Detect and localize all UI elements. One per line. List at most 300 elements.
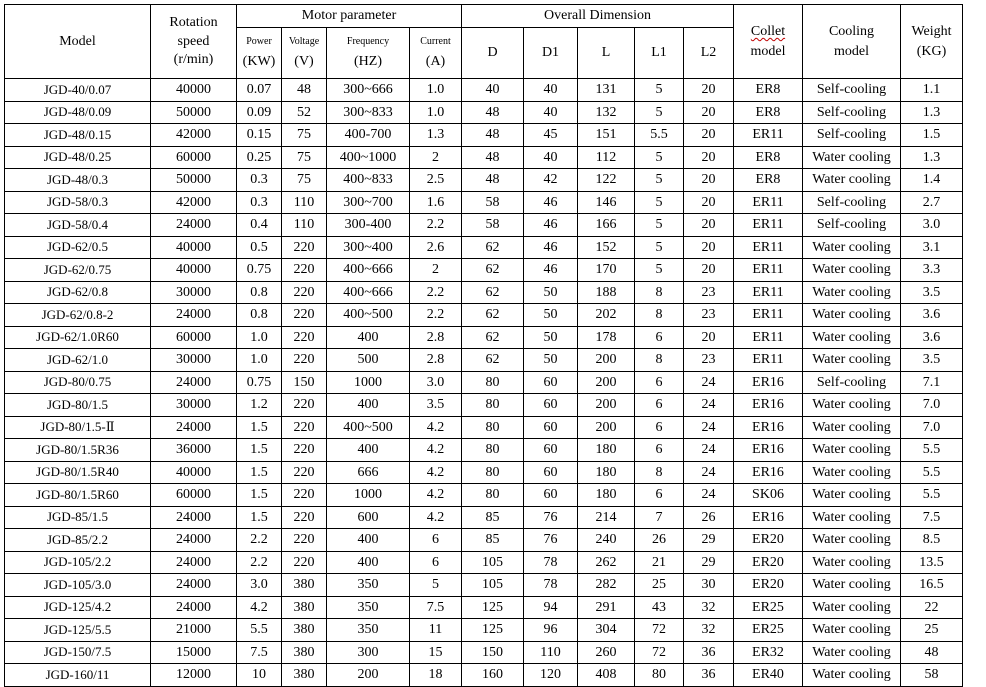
cell-collet-model: ER40 [734, 664, 803, 687]
cell-frequency: 400-700 [327, 124, 410, 147]
cell-rotation-speed: 36000 [151, 439, 237, 462]
cell-power: 0.25 [237, 146, 282, 169]
cell-d1: 60 [524, 439, 578, 462]
cell-current: 11 [410, 619, 462, 642]
table-row [5, 146, 963, 169]
cell-l1: 5 [635, 101, 684, 124]
header-current: Current (A) [410, 28, 462, 79]
cell-l2: 24 [684, 461, 734, 484]
cell-rotation-speed: 24000 [151, 506, 237, 529]
cell-l1: 5 [635, 259, 684, 282]
table-row [5, 236, 963, 259]
cell-l: 200 [578, 394, 635, 417]
cell-cooling-model: Water cooling [803, 619, 901, 642]
table-row [5, 641, 963, 664]
cell-current: 3.5 [410, 394, 462, 417]
cell-frequency: 400 [327, 529, 410, 552]
cell-l: 152 [578, 236, 635, 259]
cell-d: 58 [462, 214, 524, 237]
cell-frequency: 600 [327, 506, 410, 529]
cell-weight: 13.5 [901, 551, 963, 574]
cell-rotation-speed: 50000 [151, 169, 237, 192]
cell-current: 2.5 [410, 169, 462, 192]
cell-power: 0.8 [237, 304, 282, 327]
cell-l: 151 [578, 124, 635, 147]
cell-cooling-model: Water cooling [803, 596, 901, 619]
cell-d: 48 [462, 101, 524, 124]
cell-collet-model: ER8 [734, 146, 803, 169]
cell-model: JGD-125/5.5 [5, 619, 151, 642]
cell-l2: 20 [684, 214, 734, 237]
cell-power: 0.75 [237, 259, 282, 282]
cell-rotation-speed: 24000 [151, 596, 237, 619]
cell-collet-model: ER8 [734, 101, 803, 124]
cell-collet-model: ER11 [734, 259, 803, 282]
cell-cooling-model: Water cooling [803, 506, 901, 529]
cell-current: 4.2 [410, 484, 462, 507]
cell-l: 214 [578, 506, 635, 529]
cell-power: 0.09 [237, 101, 282, 124]
cell-voltage: 75 [282, 169, 327, 192]
cell-l2: 26 [684, 506, 734, 529]
cell-collet-model: SK06 [734, 484, 803, 507]
cell-weight: 1.5 [901, 124, 963, 147]
cell-voltage: 380 [282, 596, 327, 619]
cell-cooling-model: Water cooling [803, 326, 901, 349]
cell-d: 62 [462, 259, 524, 282]
header-l2: L2 [684, 28, 734, 79]
cell-weight: 1.3 [901, 101, 963, 124]
cell-cooling-model: Water cooling [803, 416, 901, 439]
cell-l2: 24 [684, 484, 734, 507]
cell-voltage: 380 [282, 574, 327, 597]
table-row [5, 191, 963, 214]
cell-l2: 20 [684, 79, 734, 102]
cell-cooling-model: Self-cooling [803, 191, 901, 214]
cell-l2: 29 [684, 529, 734, 552]
cell-d1: 78 [524, 551, 578, 574]
cell-l: 202 [578, 304, 635, 327]
cell-voltage: 220 [282, 326, 327, 349]
table-row [5, 281, 963, 304]
cell-model: JGD-85/1.5 [5, 506, 151, 529]
cell-collet-model: ER11 [734, 349, 803, 372]
cell-rotation-speed: 30000 [151, 394, 237, 417]
cell-l: 304 [578, 619, 635, 642]
spec-table-wrapper [4, 4, 963, 687]
cell-voltage: 75 [282, 124, 327, 147]
cell-d1: 60 [524, 371, 578, 394]
cell-l1: 5 [635, 79, 684, 102]
header-voltage: Voltage (V) [282, 28, 327, 79]
cell-weight: 5.5 [901, 461, 963, 484]
cell-l: 132 [578, 101, 635, 124]
cell-weight: 2.7 [901, 191, 963, 214]
cell-l2: 24 [684, 439, 734, 462]
cell-l1: 6 [635, 416, 684, 439]
cell-weight: 22 [901, 596, 963, 619]
cell-l: 282 [578, 574, 635, 597]
cell-collet-model: ER11 [734, 236, 803, 259]
cell-power: 10 [237, 664, 282, 687]
cell-model: JGD-62/0.75 [5, 259, 151, 282]
cell-voltage: 220 [282, 529, 327, 552]
cell-collet-model: ER11 [734, 304, 803, 327]
cell-l1: 72 [635, 641, 684, 664]
cell-l1: 72 [635, 619, 684, 642]
cell-collet-model: ER16 [734, 439, 803, 462]
cell-l2: 20 [684, 191, 734, 214]
cell-collet-model: ER11 [734, 281, 803, 304]
cell-cooling-model: Water cooling [803, 551, 901, 574]
cell-weight: 1.4 [901, 169, 963, 192]
cell-d1: 60 [524, 461, 578, 484]
cell-frequency: 1000 [327, 484, 410, 507]
cell-cooling-model: Water cooling [803, 574, 901, 597]
header-rotation-speed: Rotation speed (r/min) [151, 5, 237, 79]
cell-model: JGD-80/0.75 [5, 371, 151, 394]
cell-power: 0.3 [237, 191, 282, 214]
cell-l1: 8 [635, 349, 684, 372]
cell-collet-model: ER25 [734, 619, 803, 642]
cell-rotation-speed: 12000 [151, 664, 237, 687]
cell-model: JGD-62/1.0R60 [5, 326, 151, 349]
cell-d1: 60 [524, 484, 578, 507]
cell-weight: 3.5 [901, 349, 963, 372]
cell-l1: 6 [635, 439, 684, 462]
table-row [5, 371, 963, 394]
cell-d1: 76 [524, 529, 578, 552]
cell-current: 1.0 [410, 101, 462, 124]
cell-power: 5.5 [237, 619, 282, 642]
cell-d: 62 [462, 349, 524, 372]
table-row [5, 461, 963, 484]
cell-model: JGD-62/0.8-2 [5, 304, 151, 327]
cell-d: 80 [462, 484, 524, 507]
cell-weight: 25 [901, 619, 963, 642]
cell-d1: 50 [524, 349, 578, 372]
cell-rotation-speed: 24000 [151, 304, 237, 327]
cell-power: 0.5 [237, 236, 282, 259]
cell-cooling-model: Water cooling [803, 484, 901, 507]
cell-l: 260 [578, 641, 635, 664]
cell-d: 105 [462, 551, 524, 574]
cell-power: 0.15 [237, 124, 282, 147]
cell-current: 15 [410, 641, 462, 664]
table-row [5, 664, 963, 687]
cell-power: 3.0 [237, 574, 282, 597]
cell-rotation-speed: 15000 [151, 641, 237, 664]
cell-cooling-model: Self-cooling [803, 214, 901, 237]
cell-model: JGD-125/4.2 [5, 596, 151, 619]
cell-d1: 50 [524, 304, 578, 327]
cell-model: JGD-160/11 [5, 664, 151, 687]
cell-l: 178 [578, 326, 635, 349]
cell-power: 0.75 [237, 371, 282, 394]
cell-current: 6 [410, 529, 462, 552]
cell-d1: 78 [524, 574, 578, 597]
cell-l1: 8 [635, 461, 684, 484]
cell-model: JGD-48/0.25 [5, 146, 151, 169]
cell-d1: 46 [524, 191, 578, 214]
cell-weight: 16.5 [901, 574, 963, 597]
cell-l2: 23 [684, 304, 734, 327]
cell-power: 2.2 [237, 529, 282, 552]
cell-cooling-model: Water cooling [803, 236, 901, 259]
cell-cooling-model: Self-cooling [803, 79, 901, 102]
cell-model: JGD-105/3.0 [5, 574, 151, 597]
table-header [5, 5, 963, 79]
cell-d: 40 [462, 79, 524, 102]
cell-l1: 6 [635, 484, 684, 507]
cell-frequency: 300~700 [327, 191, 410, 214]
cell-rotation-speed: 40000 [151, 461, 237, 484]
cell-collet-model: ER8 [734, 169, 803, 192]
cell-rotation-speed: 42000 [151, 191, 237, 214]
cell-voltage: 52 [282, 101, 327, 124]
cell-voltage: 220 [282, 259, 327, 282]
table-row [5, 349, 963, 372]
cell-d: 80 [462, 461, 524, 484]
cell-frequency: 300~666 [327, 79, 410, 102]
cell-rotation-speed: 50000 [151, 101, 237, 124]
cell-weight: 7.1 [901, 371, 963, 394]
cell-l1: 5 [635, 191, 684, 214]
cell-rotation-speed: 40000 [151, 79, 237, 102]
cell-current: 2.2 [410, 304, 462, 327]
cell-rotation-speed: 60000 [151, 326, 237, 349]
cell-d: 48 [462, 146, 524, 169]
cell-model: JGD-62/1.0 [5, 349, 151, 372]
cell-current: 1.6 [410, 191, 462, 214]
cell-l: 112 [578, 146, 635, 169]
cell-model: JGD-150/7.5 [5, 641, 151, 664]
table-row [5, 484, 963, 507]
cell-frequency: 400 [327, 551, 410, 574]
cell-rotation-speed: 30000 [151, 281, 237, 304]
cell-collet-model: ER20 [734, 574, 803, 597]
cell-cooling-model: Water cooling [803, 664, 901, 687]
cell-model: JGD-48/0.15 [5, 124, 151, 147]
cell-power: 1.5 [237, 506, 282, 529]
header-l: L [578, 28, 635, 79]
cell-l1: 5 [635, 169, 684, 192]
cell-d1: 40 [524, 101, 578, 124]
table-row [5, 416, 963, 439]
cell-d1: 50 [524, 326, 578, 349]
cell-frequency: 350 [327, 574, 410, 597]
cell-rotation-speed: 24000 [151, 416, 237, 439]
cell-voltage: 220 [282, 551, 327, 574]
cell-l2: 23 [684, 281, 734, 304]
cell-l: 146 [578, 191, 635, 214]
header-d1: D1 [524, 28, 578, 79]
cell-l1: 80 [635, 664, 684, 687]
cell-voltage: 110 [282, 214, 327, 237]
cell-current: 4.2 [410, 506, 462, 529]
cell-voltage: 220 [282, 349, 327, 372]
cell-l1: 6 [635, 394, 684, 417]
cell-weight: 7.0 [901, 416, 963, 439]
cell-l2: 20 [684, 259, 734, 282]
cell-l: 188 [578, 281, 635, 304]
cell-d: 80 [462, 439, 524, 462]
table-body [5, 79, 963, 687]
cell-weight: 7.5 [901, 506, 963, 529]
cell-frequency: 400~500 [327, 416, 410, 439]
cell-d: 48 [462, 124, 524, 147]
cell-model: JGD-105/2.2 [5, 551, 151, 574]
cell-current: 18 [410, 664, 462, 687]
header-l1: L1 [635, 28, 684, 79]
cell-current: 4.2 [410, 439, 462, 462]
cell-d: 80 [462, 394, 524, 417]
cell-weight: 1.1 [901, 79, 963, 102]
cell-voltage: 220 [282, 461, 327, 484]
cell-collet-model: ER20 [734, 551, 803, 574]
cell-frequency: 400 [327, 326, 410, 349]
cell-voltage: 380 [282, 664, 327, 687]
cell-l1: 6 [635, 326, 684, 349]
cell-rotation-speed: 24000 [151, 551, 237, 574]
cell-frequency: 666 [327, 461, 410, 484]
cell-collet-model: ER8 [734, 79, 803, 102]
cell-current: 2.8 [410, 326, 462, 349]
cell-l2: 20 [684, 146, 734, 169]
cell-d: 62 [462, 281, 524, 304]
cell-model: JGD-62/0.8 [5, 281, 151, 304]
cell-rotation-speed: 60000 [151, 146, 237, 169]
cell-l2: 23 [684, 349, 734, 372]
cell-power: 4.2 [237, 596, 282, 619]
cell-current: 2.6 [410, 236, 462, 259]
cell-model: JGD-58/0.3 [5, 191, 151, 214]
cell-l: 122 [578, 169, 635, 192]
cell-rotation-speed: 60000 [151, 484, 237, 507]
cell-d: 48 [462, 169, 524, 192]
cell-l: 200 [578, 349, 635, 372]
header-model: Model [5, 5, 151, 79]
cell-model: JGD-58/0.4 [5, 214, 151, 237]
cell-l: 131 [578, 79, 635, 102]
table-row [5, 551, 963, 574]
cell-l1: 21 [635, 551, 684, 574]
cell-current: 6 [410, 551, 462, 574]
cell-power: 0.07 [237, 79, 282, 102]
cell-power: 7.5 [237, 641, 282, 664]
cell-current: 2 [410, 146, 462, 169]
cell-d1: 76 [524, 506, 578, 529]
cell-model: JGD-80/1.5 [5, 394, 151, 417]
cell-voltage: 380 [282, 619, 327, 642]
cell-d1: 50 [524, 281, 578, 304]
cell-frequency: 200 [327, 664, 410, 687]
cell-voltage: 220 [282, 304, 327, 327]
cell-d: 125 [462, 596, 524, 619]
cell-frequency: 400~833 [327, 169, 410, 192]
cell-l2: 29 [684, 551, 734, 574]
header-power: Power (KW) [237, 28, 282, 79]
cell-collet-model: ER20 [734, 529, 803, 552]
cell-weight: 58 [901, 664, 963, 687]
table-row [5, 214, 963, 237]
cell-power: 0.4 [237, 214, 282, 237]
cell-weight: 1.3 [901, 146, 963, 169]
cell-power: 1.2 [237, 394, 282, 417]
cell-l2: 20 [684, 326, 734, 349]
cell-weight: 48 [901, 641, 963, 664]
cell-power: 2.2 [237, 551, 282, 574]
cell-l2: 20 [684, 169, 734, 192]
cell-d1: 40 [524, 146, 578, 169]
cell-voltage: 150 [282, 371, 327, 394]
cell-current: 2.8 [410, 349, 462, 372]
cell-l2: 36 [684, 664, 734, 687]
cell-d1: 46 [524, 259, 578, 282]
cell-l: 180 [578, 439, 635, 462]
spindle-spec-table [4, 4, 963, 687]
cell-current: 1.3 [410, 124, 462, 147]
cell-voltage: 220 [282, 506, 327, 529]
cell-current: 2 [410, 259, 462, 282]
cell-l: 240 [578, 529, 635, 552]
cell-d: 80 [462, 416, 524, 439]
cell-rotation-speed: 24000 [151, 371, 237, 394]
cell-l: 200 [578, 416, 635, 439]
cell-current: 5 [410, 574, 462, 597]
table-row [5, 574, 963, 597]
cell-l1: 25 [635, 574, 684, 597]
cell-l: 262 [578, 551, 635, 574]
cell-power: 1.5 [237, 461, 282, 484]
cell-model: JGD-80/1.5R60 [5, 484, 151, 507]
cell-frequency: 400 [327, 394, 410, 417]
cell-frequency: 500 [327, 349, 410, 372]
cell-weight: 8.5 [901, 529, 963, 552]
cell-collet-model: ER16 [734, 506, 803, 529]
cell-l: 408 [578, 664, 635, 687]
table-row [5, 101, 963, 124]
cell-collet-model: ER11 [734, 326, 803, 349]
cell-current: 4.2 [410, 416, 462, 439]
cell-l2: 32 [684, 619, 734, 642]
cell-power: 0.8 [237, 281, 282, 304]
cell-weight: 3.3 [901, 259, 963, 282]
cell-d: 80 [462, 371, 524, 394]
header-frequency: Frequency (HZ) [327, 28, 410, 79]
cell-d: 125 [462, 619, 524, 642]
cell-model: JGD-85/2.2 [5, 529, 151, 552]
header-collet-model: Collet model [734, 5, 803, 79]
table-row [5, 619, 963, 642]
cell-voltage: 110 [282, 191, 327, 214]
cell-collet-model: ER16 [734, 461, 803, 484]
cell-collet-model: ER16 [734, 416, 803, 439]
table-row [5, 506, 963, 529]
cell-model: JGD-40/0.07 [5, 79, 151, 102]
cell-rotation-speed: 24000 [151, 529, 237, 552]
cell-cooling-model: Water cooling [803, 461, 901, 484]
cell-l2: 20 [684, 236, 734, 259]
header-overall-dimension: Overall Dimension [462, 5, 734, 28]
cell-model: JGD-80/1.5R36 [5, 439, 151, 462]
cell-l1: 43 [635, 596, 684, 619]
cell-weight: 3.5 [901, 281, 963, 304]
cell-frequency: 300~833 [327, 101, 410, 124]
cell-d: 62 [462, 304, 524, 327]
cell-power: 1.5 [237, 416, 282, 439]
cell-frequency: 300 [327, 641, 410, 664]
